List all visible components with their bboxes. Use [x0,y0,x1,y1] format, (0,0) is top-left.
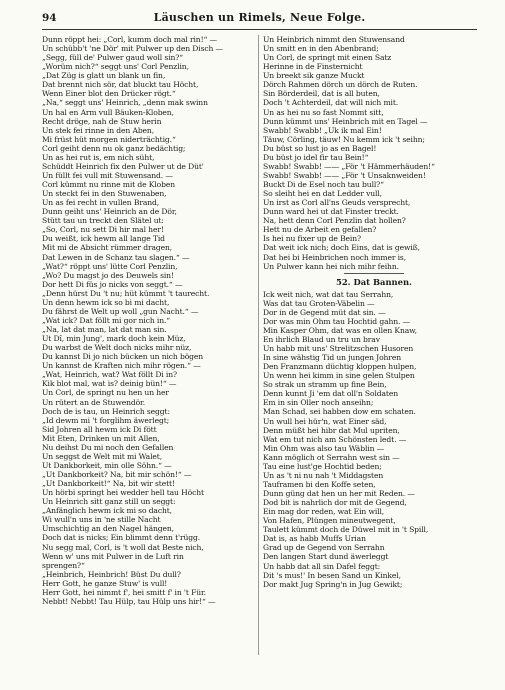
verse-line: „Wat ick? Dat föllt mi gor nich in.“ [42,315,171,325]
verse-line: Du fährst de Welt up woll „gun Nacht.“ — [42,306,199,316]
verse-line: Dat brennt nich sör, dat bluckt tau Höcht, [42,80,199,90]
verse-line: Von Hafen, Plüngen mineutwegent, [263,516,396,526]
verse-line: Dunn geiht uns' Heinrich an de Dör, [42,207,177,217]
verse-line: Wi wull'n uns in 'ne stille Nacht [42,515,161,525]
verse-line: Sin Börderdeil, dat is all buten, [263,89,380,99]
page-number: 94 [42,12,57,24]
verse-line: Un Heinrich sitt ganz still un seggt: [42,497,176,507]
verse-line: Dunn röppt hei: „Corl, kumm doch mal rin!“ — [42,35,218,44]
verse-line: Un as fei recht in vullen Brand, [42,198,160,208]
verse-line: „Worüm nich?“ seggt uns' Corl Penzlin, [42,62,189,72]
verse-line: Den langen Start dund äwerleggt [263,552,389,562]
page-header [42,11,477,30]
verse-line: Un wull hei hür'n, wat Einer säd, [263,416,387,426]
verse-line: Dat weit ick nich; doch Eins, dat is gewiß, [263,243,420,253]
verse-line: Doch de is tau, un Heinrich seggt: [42,406,170,416]
verse-line: Min Ohm was also tau Wäblin — [263,443,385,453]
right-column-top-verses [263,35,485,271]
verse-line: „Na, lat dat man, lat dat man sin. [42,325,167,334]
verse-line: Ein mag dor reden, wat Ein will, [263,507,385,517]
verse-line: Swabb! Swabb! „Uk ik mal Ein! [263,125,382,135]
verse-line: Un hörbi springt hei wedder hell tau Höcht [42,488,204,498]
verse-line: Un smitt en in den Abenbrand; [263,44,379,54]
verse-line: Denn müßt hei hibr dat Mul upriten, [263,425,400,435]
verse-line: Un wenn hei kimm in sine gelen Stulpen [263,371,415,381]
verse-line: Un stek fei rinne in den Aben, [42,125,154,135]
verse-line: Dat is, as habb Muffs Urian [263,534,366,544]
verse-line: Dor in de Gegend müt dat sin. — [263,307,386,317]
verse-line: Un hal en Arm vull Bäuken-Kloben, [42,107,174,117]
verse-line: Corl geiht denn nu ok ganz bedächtig; [42,143,186,153]
verse-line: Un steckt fei in den Stuwenaben, [42,189,167,199]
verse-line: Corl kümmt nu rinne mit de Kloben [42,180,175,189]
verse-line: Du büst so lust jo as en Bagel! [263,143,377,153]
verse-line: Dor hett Di füs jo nicks von seggt.“ — [42,279,183,289]
verse-line: „Wat?“ röppt uns' lütte Corl Penzlin, [42,261,178,271]
verse-line: En ihrlich Blaud un tru un brav [263,334,380,344]
verse-line: Kann möglich ot Serrahn west sin — [263,452,400,462]
verse-line: „Anfänglich hewm ick mi so dacht, [42,506,172,516]
verse-line: „Denn hürst Du 't nu; hüt kümmt 't taurecht. [42,288,210,298]
section-separator-rule [344,273,404,274]
verse-line: Em in sin Oller noch anseihn; [263,398,374,408]
verse-line: Swabb! Swabb! —— „För 't Unsaknweiden! [263,170,426,180]
right-poem-column [263,35,485,675]
verse-line: „Id dewm mi 't forglihm äwerlegt; [42,415,170,425]
verse-line: Un as 't ni nu nah 't Middagsten [263,470,384,480]
verse-line: Un füllt fei vull mit Stuwensand. — [42,170,173,180]
verse-line: Du büst jo idel fir tau Bein!“ [263,152,369,162]
verse-line: Nu segg mal, Corl, is 't woll dat Beste nich, [42,542,204,552]
verse-line: „Ut Dankborkeit!“ Na, bit wir stett! [42,479,175,489]
verse-line: Dörch Rahmen dörch un dörch de Ruten. [263,80,418,90]
verse-line: Herr Gott, he ganze Stuw' is vull! [42,578,168,588]
verse-line: So sleiht hei en dat Ledder vull, [263,189,382,199]
verse-line: Hett nu de Arbeit en gefallen? [263,225,377,235]
verse-line: Nu deihst Du mi noch den Gefallen [42,442,174,452]
verse-line: Was dat tau Groten-Väbelin — [263,298,375,308]
verse-line: Stütt tau un treckt den Slätel ut: [42,216,164,226]
verse-line: Na, hett denn Corl Penzlin dat hollen? [263,216,406,226]
verse-line: Doch 't Achterdeil, dat will nich mit. [263,98,399,108]
verse-line: Ick weit nich, wat dat tau Serrahn, [263,289,394,299]
verse-line: Dat Lewen in de Schanz tau slagen.“ — [42,252,190,262]
verse-line: Un as hei rut is, em nich süht, [42,152,155,162]
verse-line: Herinne in de Finsternicht [263,62,363,72]
verse-line: Is hei nu fixer up de Bein? [263,234,361,244]
verse-line: Dod bit is nahrlich dor mit de Gegend, [263,498,407,508]
verse-line: Täuw, Cörling, täuw! Nu kemm ick 't seihn; [263,134,425,144]
verse-line: „Wat, Heinrich, wat? Wat föllt Di in? [42,370,177,380]
verse-line: Swabb! Swabb! —— „För 't Hämmerhäuden!“ [263,161,435,171]
verse-line: „So, Corl, nu sett Di hir mal her! [42,225,164,235]
verse-line: Min Kasper Ohm, dat was en ollen Knaw, [263,325,417,335]
verse-line: „Segg, füll de' Pulwer gaud woll sin?“ [42,53,183,63]
verse-line: Doch dat is nicks; Ein blimmt denn t'rügg. [42,533,201,543]
verse-line: „Wo? Du magst jo des Deuwels sin! [42,270,174,280]
verse-line: Herr Gott, hei nimmt f', hei smitt f' in 't Für. [42,587,206,597]
verse-line: Du kannst Di jo nich bücken un nich bögen [42,352,204,362]
running-title: Läuschen un Rimels, Neue Folge. [153,11,366,24]
verse-line: So strak un stramm up fine Bein, [263,380,387,390]
verse-line: Tauframen bi den Koffe seten, [263,479,376,489]
verse-line: Dit 's mus!' In besen Sand un Kinkel, [263,570,401,580]
verse-line: Dor was min Ohm tau Hochtid gahn. — [263,316,411,326]
verse-line: Un denn hewm ick so bi mi dacht, [42,297,170,307]
verse-line: Un seggst de Welt mit mi Walet, [42,451,163,461]
verse-line: Man Schad, sei habben dow em schaten. [263,407,416,417]
verse-line: Un as hei nu so fast Nommt sitt, [263,107,384,117]
verse-line: Buckt Di de Esel noch tau bull?“ [263,180,384,189]
verse-line: Taulett kümmt doch de Düwel mit in 't Spill, [263,525,429,535]
verse-line: In sine wähstig Tid un jungen Johren [263,353,401,363]
verse-line: Un Pulwer kann hei nich mihr feihn. [263,261,399,271]
verse-line: Un breekt sik ganze Muckt [263,71,365,81]
section-title: 52. Dat Bannen. [336,276,412,287]
left-poem-column [42,35,254,675]
verse-line: Dunn kümmt uns' Heinbrich mit en Tagel — [263,116,428,126]
verse-line: Un kannst de Kraften nich mihr rögen.“ — [42,361,201,371]
verse-line: Dor makt Jug Spring'n in Jug Gewikt; [263,579,403,589]
verse-line: Mit mi de Absicht rümmer dragen, [42,243,173,253]
verse-line: Un schübb't 'ne Dör' mit Pulwer up den Disch — [42,44,224,54]
verse-line: Kik blot mal, wat is? deinig bün!“ — [42,379,177,389]
verse-line: Un habb dat all sin Dafel feggt: [263,561,381,571]
verse-line: Mi früst hüt morgen niderträchtig.“ [42,134,176,144]
verse-line: Denn kunnt Ji 'em dat oll'n Soldaten [263,389,398,399]
verse-line: „Heinbrich, Heinbrich! Büst Du dull? [42,569,181,579]
verse-line: Recht dröge, nah de Stuw herin [42,116,162,126]
verse-line: „Na,“ seggt uns' Heinrich, „denn mak swinn [42,98,208,108]
verse-line: sprengen?“ [42,560,85,570]
verse-line: Umschichtig an den Nagel hängen, [42,524,174,534]
column-divider [258,35,259,655]
verse-line: Wat em tut nich am Schönsten ledt. — [263,434,407,444]
verse-line: Un Heinbrich nimmt den Stuwensand [263,35,405,44]
verse-line: „Ut Dankborkeit? Na, bit mir schön!“ — [42,470,192,479]
verse-line: Du weißt, ick hewm all lange Tid [42,234,165,244]
verse-line: Grad up de Gegend von Serrahn [263,543,385,553]
verse-line: Nebbt! Nebbt! Tau Hülp, tau Hülp uns hir!“ — [42,596,216,606]
verse-line: Dunn güng dat hen un her mit Reden. — [263,489,415,498]
right-column-bottom-verses [263,290,485,589]
verse-line: Tau eine lust'ge Hochtid beden; [263,461,382,471]
verse-line: Dat hei bi Heinbrichen noch immer is, [263,252,406,262]
verse-line: Un habb mit uns' Strelitzschen Husoren [263,344,414,353]
verse-line: Wenn Einer blot den Drücker rögt.“ [42,89,176,99]
verse-line: Un irst as Corl all'ns Geuds versprecht, [263,198,411,208]
verse-line: Un rütert an de Stuwendör. [42,397,146,407]
verse-line: Dunn ward hei ut dat Finster treckt. [263,207,399,217]
verse-line: Ut Dî, min Jung', mark doch kein Müz, [42,334,186,344]
verse-line: Schüddt Heinrich fix den Pulwer ut de Düt' [42,161,204,171]
verse-line: Un Corl, de springt nu hen un her [42,388,169,398]
verse-line: Ut Dankborkeit, min olle Söhn.“ — [42,460,172,470]
verse-line: Mit Eten, Drinken un mit Allen, [42,433,160,443]
verse-line: Sid Johren all hewm ick Di fött [42,424,157,434]
verse-line: „Dat Züg is glatt un blank un fin, [42,71,166,81]
verse-line: Den Franzmann düchtig kloppen hulpen, [263,362,417,372]
verse-line: Un Corl, de springt mit einen Satz [263,53,392,63]
verse-line: Wenn w' uns mit Pulwer in de Luft rin [42,551,184,561]
verse-line: Du warbst de Welt doch nicks mihr nüz, [42,343,192,353]
